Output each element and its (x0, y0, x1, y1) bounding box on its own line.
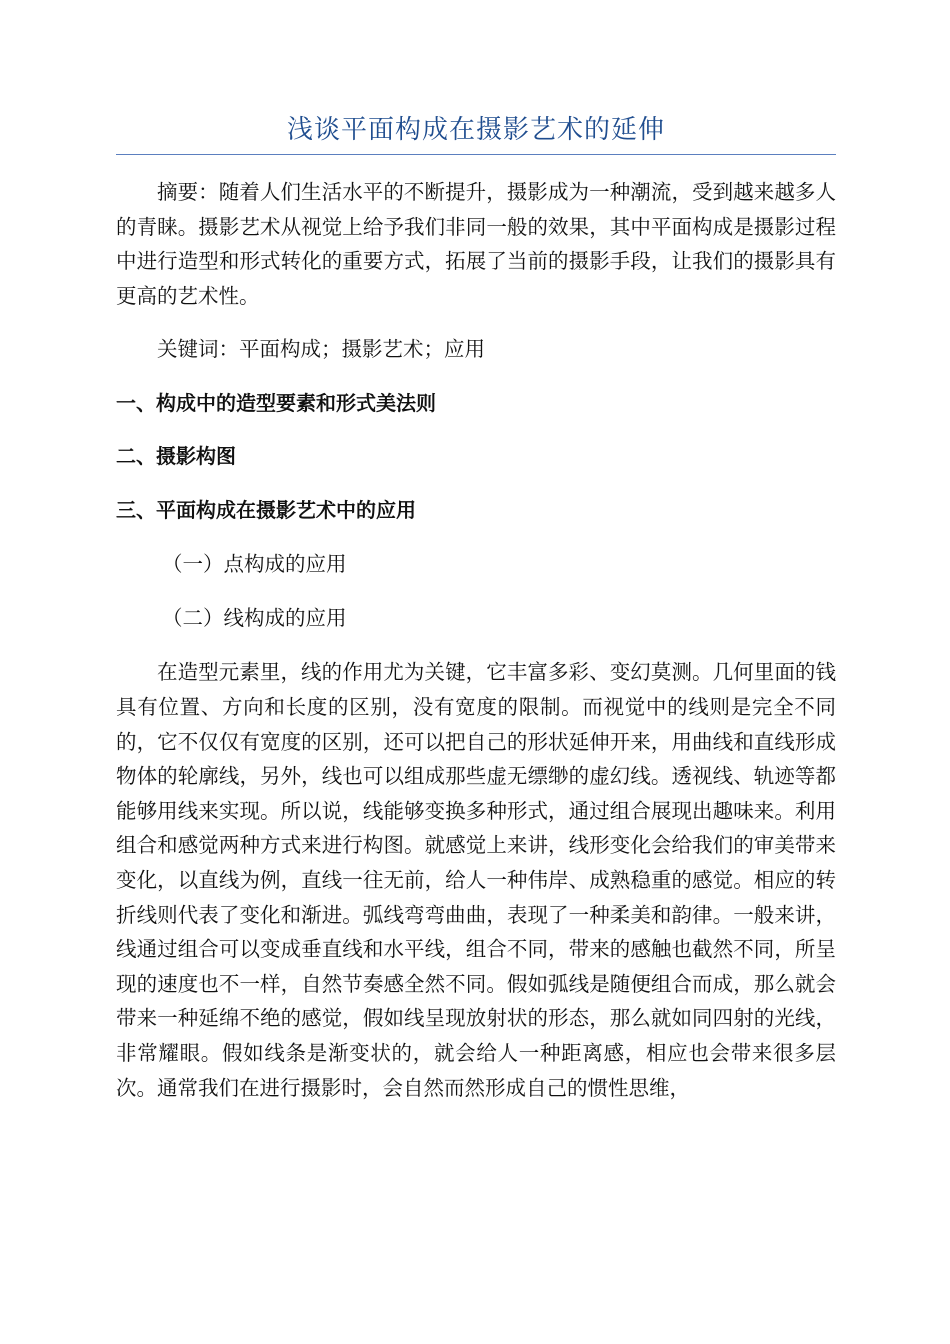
section-heading-3: 三、平面构成在摄影艺术中的应用 (116, 498, 416, 523)
subsection-heading-2: （二）线构成的应用 (162, 606, 347, 631)
title-underline (116, 154, 836, 155)
keywords-line: 关键词：平面构成；摄影艺术；应用 (157, 337, 485, 362)
body-paragraph: 在造型元素里，线的作用尤为关键，它丰富多彩、变幻莫测。几何里面的钱具有位置、方向和长度的区别，没有宽度的限制。而视觉中的线则是完全不同的，它不仅仅有宽度的区别，还可以把自己的形状延伸开来，用曲线和直线形成物体的轮廓线，另外，线也可以组成那些虚无缥缈的虚幻线。透视线、轨迹等都能够用线来实现。所以说，线能够变换多种形式，通过组合展现出趣味来。利用组合和感觉两种方式来进行构图。就感觉上来讲，线形变化会给我们的审美带来变化，以直线为例，直线一往无前，给人一种伟岸、成熟稳重的感觉。相应的转折线则代表了变化和渐进。弧线弯弯曲曲，表现了一种柔美和韵律。一般来讲，线通过组合可以变成垂直线和水平线，组合不同，带来的感触也截然不同，所呈现的速度也不一样，自然节奏感全然不同。假如弧线是随便组合而成，那么就会带来一种延绵不绝的感觉，假如线呈现放射状的形态，那么就如同四射的光线，非常耀眼。假如线条是渐变状的，就会给人一种距离感，相应也会带来很多层次。通常我们在进行摄影时，会自然而然形成自己的惯性思维， (116, 660, 836, 1100)
subsection-heading-1: （一）点构成的应用 (162, 552, 347, 577)
document-page (116, 108, 836, 1105)
section-heading-1: 一、构成中的造型要素和形式美法则 (116, 391, 436, 416)
document-title: 浅谈平面构成在摄影艺术的延伸 (286, 115, 665, 145)
section-heading-2: 二、摄影构图 (116, 444, 236, 469)
abstract-paragraph: 摘要：随着人们生活水平的不断提升，摄影成为一种潮流，受到越来越多人的青睐。摄影艺术从视觉上给予我们非同一般的效果，其中平面构成是摄影过程中进行造型和形式转化的重要方式，拓展了当前的摄影手段，让我们的摄影具有更高的艺术性。 (116, 180, 836, 308)
